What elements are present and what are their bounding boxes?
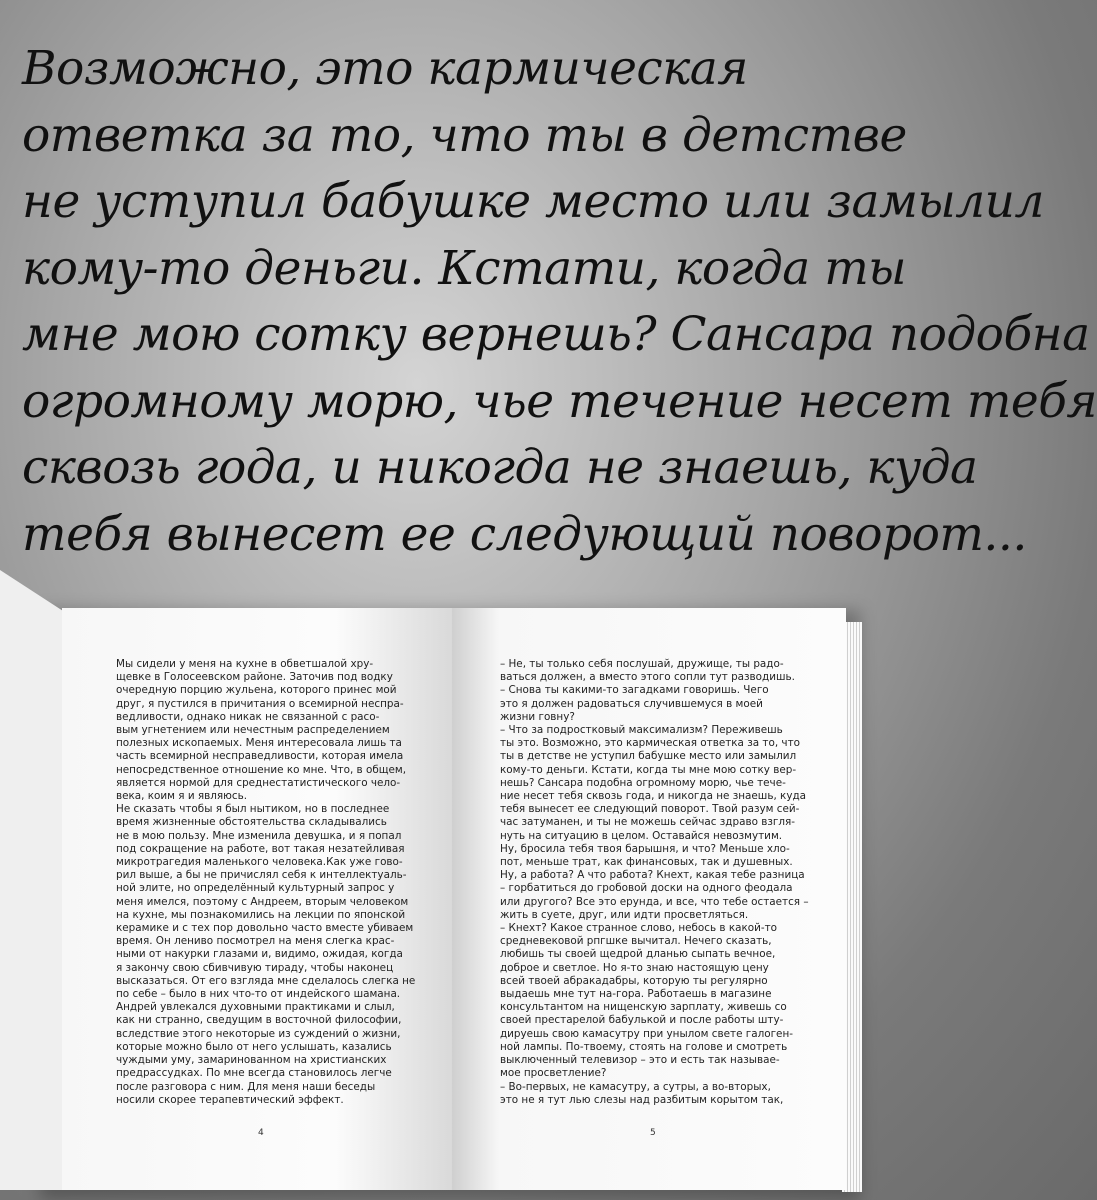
page-line: ваться должен, а вместо этого сопли тут разводишь. <box>500 671 795 684</box>
page-line: очередную порцию жульена, которого принес мой <box>116 684 397 697</box>
page-line: ние несет тебя сквозь года, и никогда не знаешь, куда <box>500 790 807 803</box>
page-line: друг, я пустился в причитания о всемирной неспра- <box>116 697 404 710</box>
page-line: или другого? Все это ерунда, и все, что тебе остается – <box>500 895 809 908</box>
quote-line: Возможно, это кармическая <box>22 41 748 96</box>
page-line: меня имелся, поэтому с Андреем, вторым человеком <box>116 895 409 908</box>
page-line: любишь ты своей щедрой дланью сыпать вечное, <box>500 948 776 961</box>
page-line: века, коим я и являюсь. <box>116 790 248 803</box>
quote-line: кому-то деньги. Кстати, когда ты <box>22 240 907 296</box>
page-line: Не сказать чтобы я был нытиком, но в последнее <box>116 803 390 816</box>
left-page <box>62 608 452 1190</box>
page-line: ты это. Возможно, это кармическая ответка за то, что <box>500 737 800 750</box>
page-line: ведливости, однако никак не связанной с расо- <box>116 710 380 723</box>
page-line: на кухне, мы познакомились на лекции по японской <box>116 908 406 921</box>
page-line: время. Он лениво посмотрел на меня слегка крас- <box>116 935 395 948</box>
page-line: Мы сидели у меня на кухне в обветшалой хру- <box>116 658 374 670</box>
page-line: не в мою пользу. Мне изменила девушка, и я попал <box>116 829 402 842</box>
page-line: под сокращение на работе, вот такая незатейливая <box>116 842 405 855</box>
page-line: является нормой для среднестатистического чело- <box>116 776 401 789</box>
right-page-text <box>500 658 818 1107</box>
page-line: – Что за подростковый максимализм? Переживешь <box>500 724 783 737</box>
quote-line: огромному морю, чье течение несет тебя <box>22 373 1097 429</box>
page-line: ной лампы. По-твоему, стоять на голове и смотреть <box>500 1040 788 1053</box>
page-line: Ну, а работа? А что работа? Кнехт, какая тебе разница <box>500 869 805 882</box>
page-line: я закончу свою сбивчивую тираду, чтобы наконец <box>116 961 394 974</box>
quote-line: сквозь года, и никогда не знаешь, куда <box>22 440 978 495</box>
page-line: тебя вынесет ее следующий поворот. Твой разум сей- <box>500 803 800 816</box>
page-line: Андрей увлекался духовными практиками и слыл, <box>116 1001 395 1014</box>
page-line: вследствие этого некоторые из суждений о жизни, <box>116 1027 401 1040</box>
page-line: рил выше, а бы не причислял себя к интеллектуаль- <box>116 869 407 882</box>
page-line: жизни говну? <box>500 710 575 723</box>
page-line: часть всемирной несправедливости, которая имела <box>116 750 404 763</box>
quote-line: не уступил бабушке место или замылил <box>22 174 1044 229</box>
page-line: час затуманен, и ты не можешь сейчас здраво взгля- <box>500 816 795 829</box>
page-line: мое просветление? <box>500 1067 607 1080</box>
page-line: – Кнехт? Какое странное слово, небось в какой-то <box>500 922 778 935</box>
page-line: вым угнетением или нечестным распределением <box>116 724 390 737</box>
page-line: ной элите, но определённый культурный запрос у <box>116 882 395 895</box>
page-line: полезных ископаемых. Меня интересовала лишь та <box>116 737 402 750</box>
quote-text <box>22 36 1097 568</box>
page-line: предрассудках. По мне всегда становилось легче <box>116 1067 392 1080</box>
page-line: – Снова ты какими-то загадками говоришь. Чего <box>500 684 769 697</box>
quote-line: мне мою сотку вернешь? Сансара подобна <box>22 307 1090 362</box>
page-line: это я должен радоваться случившемуся в моей <box>500 697 763 710</box>
page-line: чуждыми уму, замаринованном на христианских <box>116 1054 387 1067</box>
page-line: всей твоей абракадабры, которую ты регулярно <box>500 974 768 987</box>
page-line: выключенный телевизор – это и есть так называе- <box>500 1054 780 1067</box>
page-line: щевке в Голосеевском районе. Заточив под водку <box>116 671 393 684</box>
quote-line: ответка за то, что ты в детстве <box>22 107 907 163</box>
page-line: консультантом на нищенскую зарплату, живешь со <box>500 1001 787 1014</box>
page-line: после разговора с ним. Для меня наши беседы <box>116 1080 376 1093</box>
page-line: нуть на ситуацию в целом. Оставайся невозмутим. <box>500 829 783 842</box>
page-line: – горбатиться до гробовой доски на одного феодала <box>500 882 793 895</box>
page-line: доброе и светлое. Но я-то знаю настоящую цену <box>500 961 769 974</box>
page-line: своей престарелой бабулькой и после работы шту- <box>500 1014 784 1027</box>
right-page <box>452 608 846 1190</box>
page-line: ными от накурки глазами и, видимо, ожидая, когда <box>116 948 403 961</box>
page-line: носили скорее терапевтический эффект. <box>116 1093 344 1106</box>
left-page-text <box>116 658 421 1107</box>
page-line: средневековой рпгшке вычитал. Нечего сказать, <box>500 935 772 948</box>
page-line: как ни странно, сведущим в восточной философии, <box>116 1014 402 1027</box>
page-line: жить в суете, друг, или идти просветляться. <box>500 908 749 921</box>
page-line: пот, меньше трат, как финансовых, так и душевных. <box>500 856 793 869</box>
quote-line: тебя вынесет ее следующий поворот... <box>22 506 1027 562</box>
page-line: Ну, бросила тебя твоя барышня, и что? Меньше хло- <box>500 842 790 855</box>
page-line: кому-то деньги. Кстати, когда ты мне мою сотку вер- <box>500 763 797 776</box>
page-line: микротрагедия маленького человека.Как уже гово- <box>116 856 403 869</box>
page-line: ты в детстве не уступил бабушке место или замылил <box>500 750 797 763</box>
page-line: которые можно было от него услышать, казались <box>116 1040 392 1053</box>
page-line: время жизненные обстоятельства складывались <box>116 816 387 829</box>
left-page-number: 4 <box>258 1128 264 1138</box>
page-line: это не я тут лью слезы над разбитым корытом так, <box>500 1093 784 1106</box>
page-line: дируешь свою камасутру при унылом свете галоген- <box>500 1027 793 1040</box>
page-line: выдаешь мне тут на-гора. Работаешь в магазине <box>500 988 772 1001</box>
page-line: керамике и с тех пор довольно часто вместе убиваем <box>116 922 414 935</box>
right-page-number: 5 <box>650 1128 656 1138</box>
open-book <box>0 570 900 1200</box>
page-line: высказаться. От его взгляда мне сделалось слегка не <box>116 974 416 987</box>
page-line: по себе – было в них что-то от индейского шамана. <box>116 988 401 1001</box>
page-line: непосредственное отношение ко мне. Что, в общем, <box>116 763 407 776</box>
page-line: нешь? Сансара подобна огромному морю, чье тече- <box>500 776 786 789</box>
page-line: – Не, ты только себя послушай, дружище, ты радо- <box>500 658 784 670</box>
page-line: – Во-первых, не камасутру, а сутры, а во-вторых, <box>500 1080 771 1093</box>
